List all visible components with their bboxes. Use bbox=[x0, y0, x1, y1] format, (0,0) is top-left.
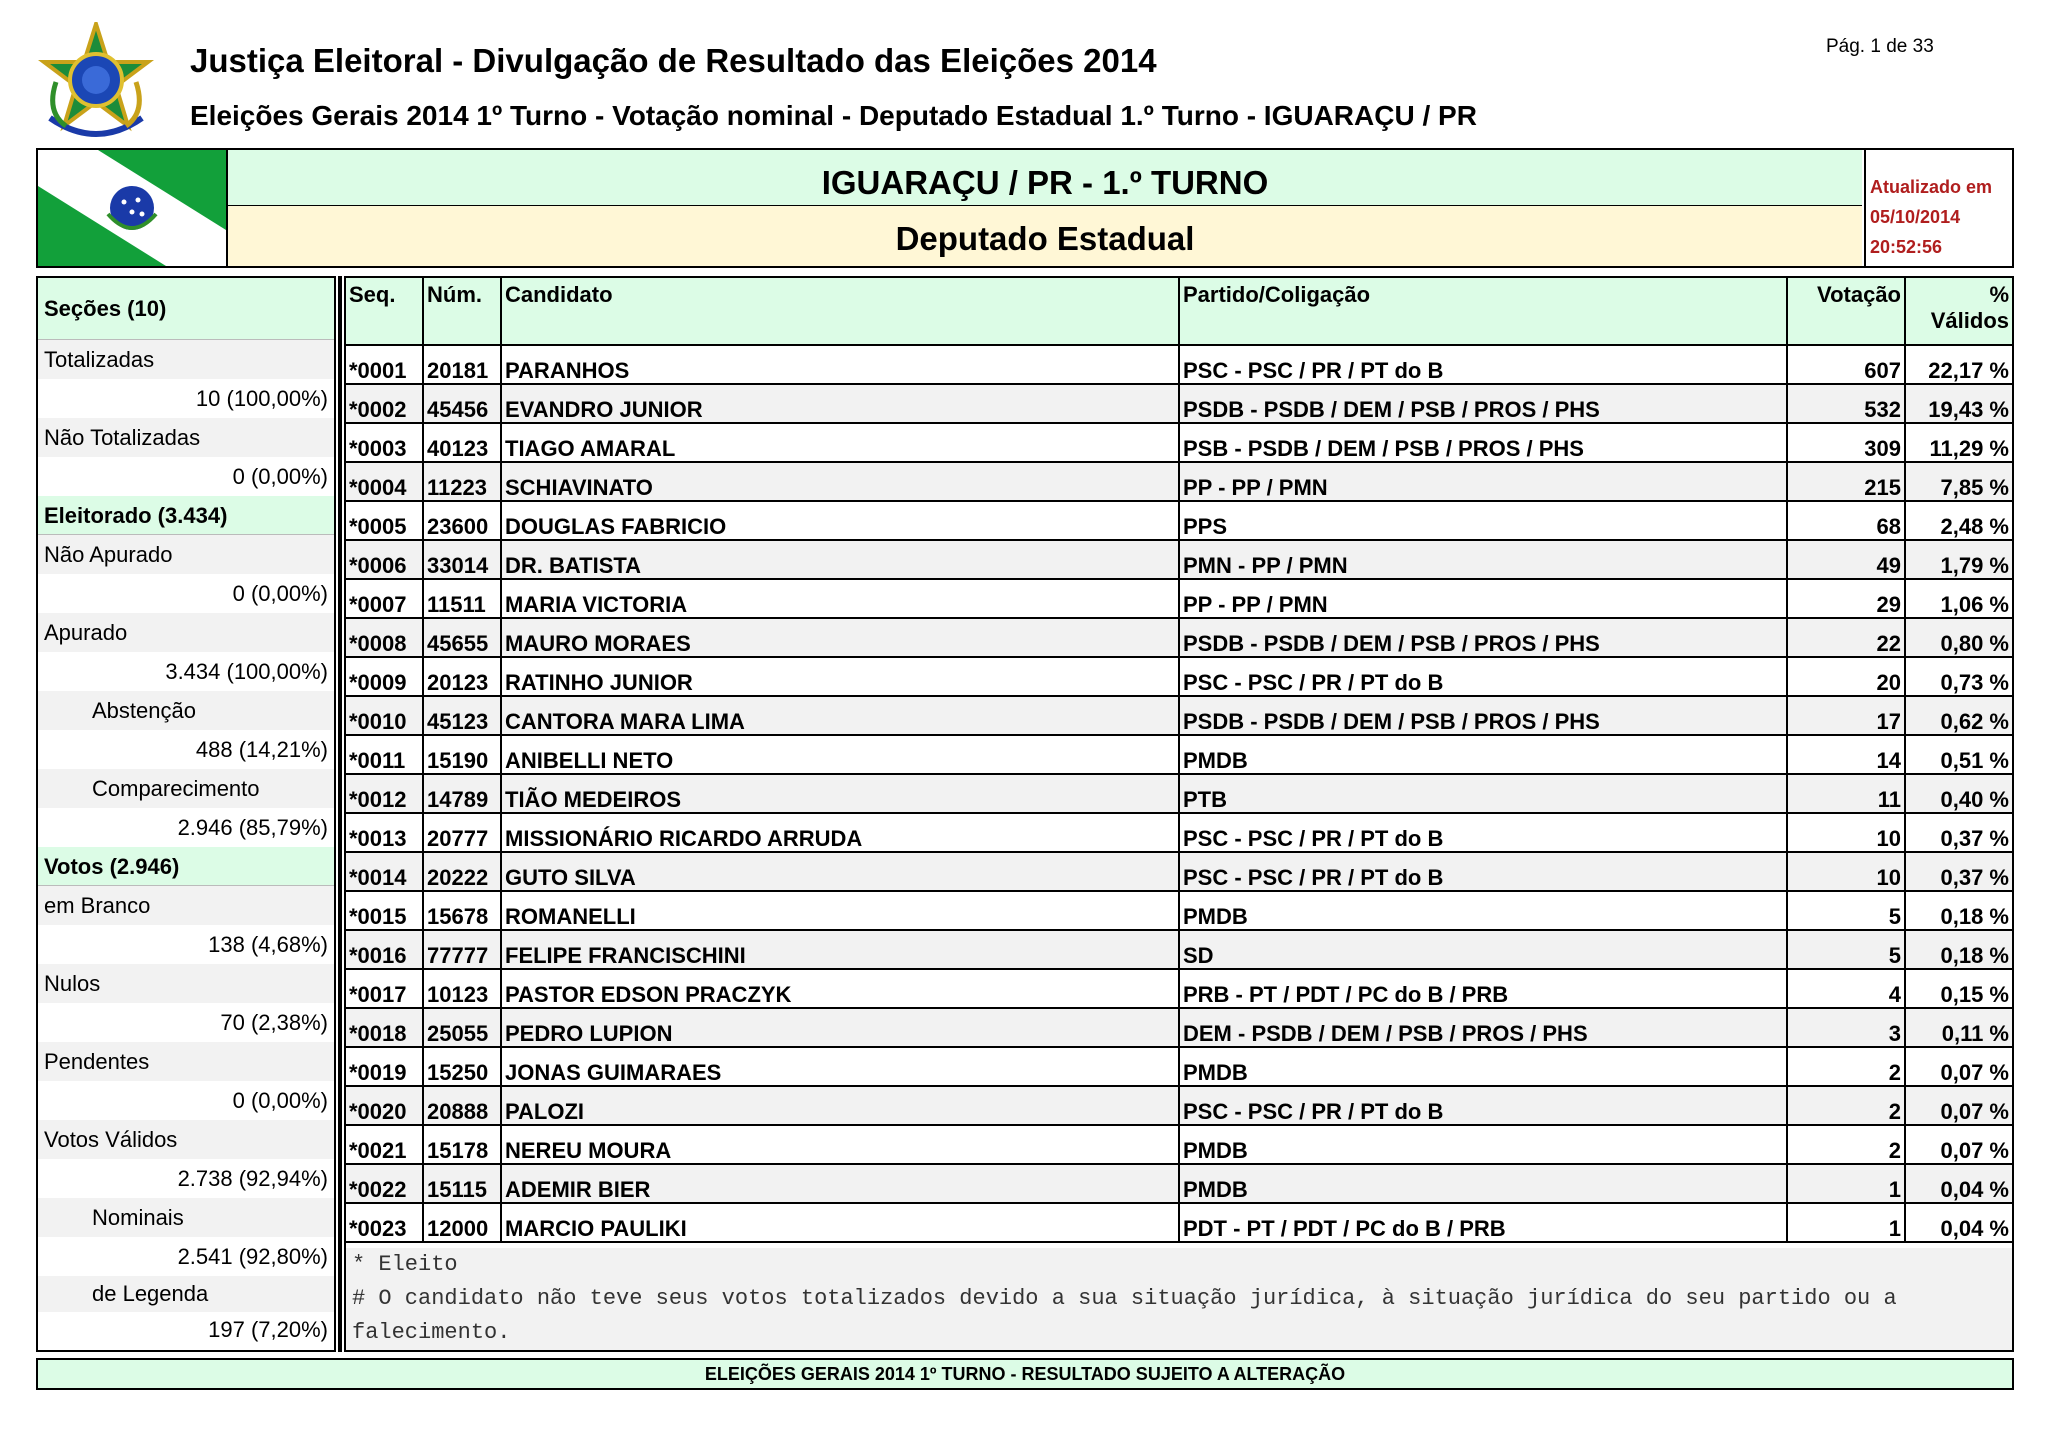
cell-votacao: 532 bbox=[1787, 384, 1905, 423]
cell-partido: PSC - PSC / PR / PT do B bbox=[1179, 345, 1787, 384]
summary-panel bbox=[36, 276, 336, 1352]
cell-seq: *0012 bbox=[346, 774, 423, 813]
cell-votacao: 17 bbox=[1787, 696, 1905, 735]
cell-num: 12000 bbox=[423, 1203, 501, 1242]
table-row bbox=[346, 501, 2012, 540]
cell-pct: 0,04 % bbox=[1905, 1164, 2012, 1203]
table-row bbox=[346, 774, 2012, 813]
cell-partido: PRB - PT / PDT / PC do B / PRB bbox=[1179, 969, 1787, 1008]
cell-votacao: 68 bbox=[1787, 501, 1905, 540]
cell-seq: *0019 bbox=[346, 1047, 423, 1086]
cell-votacao: 1 bbox=[1787, 1164, 1905, 1203]
cell-candidato: RATINHO JUNIOR bbox=[501, 657, 1179, 696]
cell-candidato: GUTO SILVA bbox=[501, 852, 1179, 891]
table-row bbox=[346, 657, 2012, 696]
cell-votacao: 5 bbox=[1787, 930, 1905, 969]
comparecimento-label: Comparecimento bbox=[38, 769, 334, 808]
cell-num: 45655 bbox=[423, 618, 501, 657]
nulos-label: Nulos bbox=[38, 964, 334, 1003]
cell-seq: *0015 bbox=[346, 891, 423, 930]
cell-num: 20123 bbox=[423, 657, 501, 696]
cell-pct: 1,06 % bbox=[1905, 579, 2012, 618]
cell-seq: *0011 bbox=[346, 735, 423, 774]
table-row bbox=[346, 579, 2012, 618]
table-row bbox=[346, 1164, 2012, 1203]
cell-votacao: 607 bbox=[1787, 345, 1905, 384]
cell-seq: *0004 bbox=[346, 462, 423, 501]
cell-pct: 0,15 % bbox=[1905, 969, 2012, 1008]
cell-votacao: 20 bbox=[1787, 657, 1905, 696]
cell-num: 20777 bbox=[423, 813, 501, 852]
cell-votacao: 309 bbox=[1787, 423, 1905, 462]
table-row bbox=[346, 423, 2012, 462]
cell-partido: DEM - PSDB / DEM / PSB / PROS / PHS bbox=[1179, 1008, 1787, 1047]
cell-votacao: 14 bbox=[1787, 735, 1905, 774]
results-panel bbox=[344, 276, 2014, 1352]
cell-votacao: 11 bbox=[1787, 774, 1905, 813]
cell-votacao: 10 bbox=[1787, 852, 1905, 891]
report-subtitle: Eleições Gerais 2014 1º Turno - Votação nominal - Deputado Estadual 1.º Turno - IGUARAÇU / PR bbox=[190, 100, 1477, 131]
cell-num: 15678 bbox=[423, 891, 501, 930]
footer-disclaimer: ELEIÇÕES GERAIS 2014 1º TURNO - RESULTADO SUJEITO A ALTERAÇÃO bbox=[36, 1358, 2014, 1390]
cell-pct: 0,51 % bbox=[1905, 735, 2012, 774]
cell-candidato: ADEMIR BIER bbox=[501, 1164, 1179, 1203]
cell-seq: *0006 bbox=[346, 540, 423, 579]
table-row bbox=[346, 1086, 2012, 1125]
cell-candidato: NEREU MOURA bbox=[501, 1125, 1179, 1164]
cell-partido: PSDB - PSDB / DEM / PSB / PROS / PHS bbox=[1179, 384, 1787, 423]
cell-num: 20181 bbox=[423, 345, 501, 384]
hash-note: # O candidato não teve seus votos totalizados devido a sua situação jurídica, à situação jurídica do seu partido ou a falecimento. bbox=[352, 1286, 1897, 1345]
cell-candidato: PARANHOS bbox=[501, 345, 1179, 384]
cell-votacao: 5 bbox=[1787, 891, 1905, 930]
cell-partido: PMDB bbox=[1179, 1047, 1787, 1086]
nao-apurado-label: Não Apurado bbox=[38, 535, 334, 574]
table-row bbox=[346, 462, 2012, 501]
table-row bbox=[346, 384, 2012, 423]
table-row bbox=[346, 1203, 2012, 1242]
cell-seq: *0007 bbox=[346, 579, 423, 618]
cell-votacao: 2 bbox=[1787, 1125, 1905, 1164]
results-table bbox=[346, 278, 2012, 1243]
cell-num: 77777 bbox=[423, 930, 501, 969]
table-row bbox=[346, 891, 2012, 930]
cell-seq: *0023 bbox=[346, 1203, 423, 1242]
votos-heading: Votos (2.946) bbox=[38, 847, 334, 886]
cell-num: 15115 bbox=[423, 1164, 501, 1203]
cell-num: 25055 bbox=[423, 1008, 501, 1047]
notes-box bbox=[346, 1248, 2012, 1350]
branco-label: em Branco bbox=[38, 886, 334, 925]
nulos-value: 70 (2,38%) bbox=[220, 1010, 328, 1035]
page-indicator: Pág. 1 de 33 bbox=[1826, 36, 1934, 57]
cell-partido: PSC - PSC / PR / PT do B bbox=[1179, 813, 1787, 852]
cell-partido: PMDB bbox=[1179, 1125, 1787, 1164]
cell-partido: SD bbox=[1179, 930, 1787, 969]
nominais-value: 2.541 (92,80%) bbox=[177, 1244, 328, 1269]
cell-candidato: MARIA VICTORIA bbox=[501, 579, 1179, 618]
cell-num: 11511 bbox=[423, 579, 501, 618]
abstencao-value: 488 (14,21%) bbox=[195, 737, 328, 762]
cell-partido: PMDB bbox=[1179, 891, 1787, 930]
cell-num: 11223 bbox=[423, 462, 501, 501]
cell-candidato: ROMANELLI bbox=[501, 891, 1179, 930]
cell-votacao: 2 bbox=[1787, 1047, 1905, 1086]
cell-num: 20222 bbox=[423, 852, 501, 891]
nominais-label: Nominais bbox=[38, 1198, 334, 1237]
cell-candidato: MARCIO PAULIKI bbox=[501, 1203, 1179, 1242]
cell-partido: PMDB bbox=[1179, 1164, 1787, 1203]
col-pct-line1: % bbox=[1989, 282, 2009, 307]
cell-candidato: EVANDRO JUNIOR bbox=[501, 384, 1179, 423]
cell-pct: 0,07 % bbox=[1905, 1047, 2012, 1086]
cell-num: 45456 bbox=[423, 384, 501, 423]
cell-pct: 0,07 % bbox=[1905, 1125, 2012, 1164]
cell-pct: 0,40 % bbox=[1905, 774, 2012, 813]
cell-seq: *0018 bbox=[346, 1008, 423, 1047]
cell-candidato: PEDRO LUPION bbox=[501, 1008, 1179, 1047]
cell-num: 20888 bbox=[423, 1086, 501, 1125]
cell-seq: *0003 bbox=[346, 423, 423, 462]
col-candidato: Candidato bbox=[501, 278, 1179, 345]
cell-partido: PSB - PSDB / DEM / PSB / PROS / PHS bbox=[1179, 423, 1787, 462]
cell-partido: PTB bbox=[1179, 774, 1787, 813]
cell-pct: 0,18 % bbox=[1905, 891, 2012, 930]
cell-votacao: 10 bbox=[1787, 813, 1905, 852]
pendentes-label: Pendentes bbox=[38, 1042, 334, 1081]
cell-partido: PP - PP / PMN bbox=[1179, 579, 1787, 618]
office-title: Deputado Estadual bbox=[895, 220, 1195, 257]
cell-num: 23600 bbox=[423, 501, 501, 540]
cell-partido: PP - PP / PMN bbox=[1179, 462, 1787, 501]
cell-num: 14789 bbox=[423, 774, 501, 813]
branco-value: 138 (4,68%) bbox=[208, 932, 328, 957]
secoes-heading: Seções (10) bbox=[38, 278, 334, 340]
cell-seq: *0009 bbox=[346, 657, 423, 696]
cell-candidato: CANTORA MARA LIMA bbox=[501, 696, 1179, 735]
brazil-coat-of-arms-icon bbox=[36, 22, 156, 142]
table-row bbox=[346, 969, 2012, 1008]
cell-partido: PSC - PSC / PR / PT do B bbox=[1179, 1086, 1787, 1125]
cell-candidato: MAURO MORAES bbox=[501, 618, 1179, 657]
cell-partido: PDT - PT / PDT / PC do B / PRB bbox=[1179, 1203, 1787, 1242]
cell-pct: 0,37 % bbox=[1905, 852, 2012, 891]
table-row bbox=[346, 735, 2012, 774]
cell-pct: 0,73 % bbox=[1905, 657, 2012, 696]
col-partido: Partido/Coligação bbox=[1179, 278, 1787, 345]
totalizadas-label: Totalizadas bbox=[38, 340, 334, 379]
cell-num: 33014 bbox=[423, 540, 501, 579]
cell-seq: *0017 bbox=[346, 969, 423, 1008]
cell-candidato: FELIPE FRANCISCHINI bbox=[501, 930, 1179, 969]
cell-seq: *0005 bbox=[346, 501, 423, 540]
cell-seq: *0008 bbox=[346, 618, 423, 657]
cell-pct: 0,80 % bbox=[1905, 618, 2012, 657]
cell-partido: PSC - PSC / PR / PT do B bbox=[1179, 657, 1787, 696]
cell-seq: *0001 bbox=[346, 345, 423, 384]
cell-seq: *0022 bbox=[346, 1164, 423, 1203]
cell-partido: PSDB - PSDB / DEM / PSB / PROS / PHS bbox=[1179, 696, 1787, 735]
cell-pct: 11,29 % bbox=[1905, 423, 2012, 462]
nao-totalizadas-value: 0 (0,00%) bbox=[232, 464, 328, 489]
cell-num: 15250 bbox=[423, 1047, 501, 1086]
cell-candidato: ANIBELLI NETO bbox=[501, 735, 1179, 774]
eleitorado-heading: Eleitorado (3.434) bbox=[38, 496, 334, 535]
cell-votacao: 2 bbox=[1787, 1086, 1905, 1125]
cell-pct: 0,04 % bbox=[1905, 1203, 2012, 1242]
panel-divider bbox=[338, 276, 342, 1352]
cell-votacao: 4 bbox=[1787, 969, 1905, 1008]
cell-seq: *0002 bbox=[346, 384, 423, 423]
nao-totalizadas-label: Não Totalizadas bbox=[38, 418, 334, 457]
cell-pct: 22,17 % bbox=[1905, 345, 2012, 384]
validos-value: 2.738 (92,94%) bbox=[177, 1166, 328, 1191]
results-body bbox=[346, 345, 2012, 1242]
updated-label: Atualizado em bbox=[1870, 177, 1993, 197]
updated-time: 20:52:56 bbox=[1870, 237, 1943, 257]
col-votacao: Votação bbox=[1787, 278, 1905, 345]
table-row bbox=[346, 345, 2012, 384]
abstencao-label: Abstenção bbox=[38, 691, 334, 730]
cell-seq: *0016 bbox=[346, 930, 423, 969]
cell-pct: 19,43 % bbox=[1905, 384, 2012, 423]
table-row bbox=[346, 930, 2012, 969]
cell-num: 40123 bbox=[423, 423, 501, 462]
cell-candidato: JONAS GUIMARAES bbox=[501, 1047, 1179, 1086]
cell-seq: *0013 bbox=[346, 813, 423, 852]
col-pct bbox=[1905, 278, 2012, 345]
cell-num: 10123 bbox=[423, 969, 501, 1008]
cell-pct: 0,07 % bbox=[1905, 1086, 2012, 1125]
cell-seq: *0020 bbox=[346, 1086, 423, 1125]
cell-candidato: SCHIAVINATO bbox=[501, 462, 1179, 501]
cell-candidato: PALOZI bbox=[501, 1086, 1179, 1125]
cell-candidato: DR. BATISTA bbox=[501, 540, 1179, 579]
updated-date: 05/10/2014 bbox=[1870, 207, 1961, 227]
cell-seq: *0014 bbox=[346, 852, 423, 891]
cell-num: 15190 bbox=[423, 735, 501, 774]
comparecimento-value: 2.946 (85,79%) bbox=[177, 815, 328, 840]
updated-info bbox=[1864, 150, 2012, 266]
cell-pct: 0,37 % bbox=[1905, 813, 2012, 852]
cell-seq: *0010 bbox=[346, 696, 423, 735]
cell-partido: PSDB - PSDB / DEM / PSB / PROS / PHS bbox=[1179, 618, 1787, 657]
cell-pct: 1,79 % bbox=[1905, 540, 2012, 579]
cell-pct: 2,48 % bbox=[1905, 501, 2012, 540]
cell-num: 45123 bbox=[423, 696, 501, 735]
cell-votacao: 215 bbox=[1787, 462, 1905, 501]
location-banner bbox=[36, 148, 2014, 268]
table-row bbox=[346, 696, 2012, 735]
apurado-label: Apurado bbox=[38, 613, 334, 652]
cell-votacao: 1 bbox=[1787, 1203, 1905, 1242]
cell-num: 15178 bbox=[423, 1125, 501, 1164]
table-row bbox=[346, 1047, 2012, 1086]
col-pct-line2: Válidos bbox=[1930, 308, 2009, 333]
table-row bbox=[346, 540, 2012, 579]
cell-votacao: 22 bbox=[1787, 618, 1905, 657]
totalizadas-value: 10 (100,00%) bbox=[195, 386, 328, 411]
cell-seq: *0021 bbox=[346, 1125, 423, 1164]
cell-pct: 0,11 % bbox=[1905, 1008, 2012, 1047]
cell-candidato: TIÃO MEDEIROS bbox=[501, 774, 1179, 813]
cell-candidato: TIAGO AMARAL bbox=[501, 423, 1179, 462]
validos-label: Votos Válidos bbox=[38, 1120, 334, 1159]
parana-flag-icon bbox=[38, 150, 228, 266]
eleito-note: * Eleito bbox=[352, 1252, 458, 1277]
cell-partido: PPS bbox=[1179, 501, 1787, 540]
cell-pct: 7,85 % bbox=[1905, 462, 2012, 501]
cell-votacao: 29 bbox=[1787, 579, 1905, 618]
cell-partido: PMDB bbox=[1179, 735, 1787, 774]
table-row bbox=[346, 1008, 2012, 1047]
cell-votacao: 3 bbox=[1787, 1008, 1905, 1047]
col-seq: Seq. bbox=[346, 278, 423, 345]
table-row bbox=[346, 813, 2012, 852]
pendentes-value: 0 (0,00%) bbox=[232, 1088, 328, 1113]
table-row bbox=[346, 618, 2012, 657]
legenda-value: 197 (7,20%) bbox=[208, 1317, 328, 1342]
cell-votacao: 49 bbox=[1787, 540, 1905, 579]
table-row bbox=[346, 852, 2012, 891]
table-header-row bbox=[346, 278, 2012, 345]
cell-partido: PMN - PP / PMN bbox=[1179, 540, 1787, 579]
col-num: Núm. bbox=[423, 278, 501, 345]
nao-apurado-value: 0 (0,00%) bbox=[232, 581, 328, 606]
municipality-round: IGUARAÇU / PR - 1.º TURNO bbox=[821, 164, 1269, 201]
cell-candidato: DOUGLAS FABRICIO bbox=[501, 501, 1179, 540]
cell-candidato: PASTOR EDSON PRACZYK bbox=[501, 969, 1179, 1008]
table-row bbox=[346, 1125, 2012, 1164]
apurado-value: 3.434 (100,00%) bbox=[165, 659, 328, 684]
legenda-label: de Legenda bbox=[38, 1276, 334, 1312]
report-title: Justiça Eleitoral - Divulgação de Resultado das Eleições 2014 bbox=[190, 42, 1157, 79]
cell-partido: PSC - PSC / PR / PT do B bbox=[1179, 852, 1787, 891]
cell-pct: 0,62 % bbox=[1905, 696, 2012, 735]
cell-candidato: MISSIONÁRIO RICARDO ARRUDA bbox=[501, 813, 1179, 852]
cell-pct: 0,18 % bbox=[1905, 930, 2012, 969]
